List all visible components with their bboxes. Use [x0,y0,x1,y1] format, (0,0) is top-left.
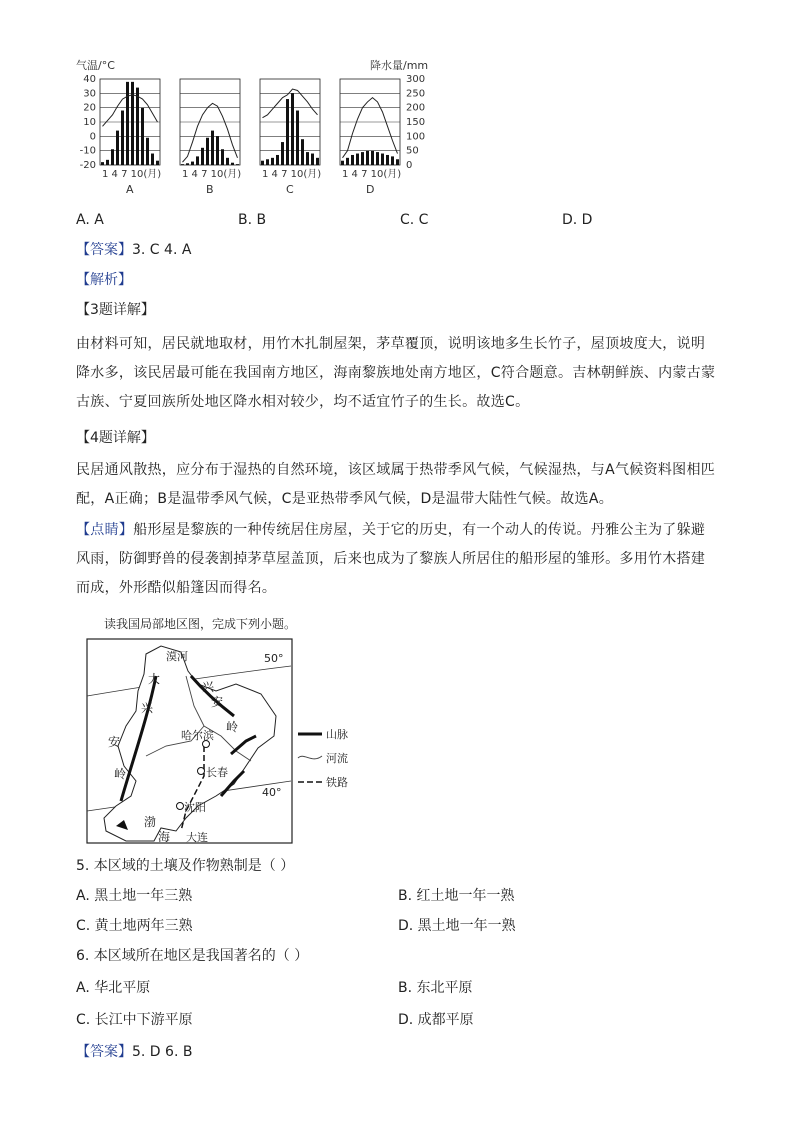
temp-tick-label: 10 [83,117,96,128]
precip-bar [286,99,289,165]
option-d: D. D [562,212,593,228]
temp-tick-label: -10 [79,145,96,157]
precip-bar [271,158,274,165]
precip-bar [366,151,369,165]
lat-50-label: 50° [264,652,284,665]
precip-tick-label: 100 [406,131,426,143]
changchun-dot [198,768,205,775]
answer-line-1 [76,236,191,265]
note-text: 船形屋是黎族的一种传统居住房屋，关于它的历史，有一个动人的传说。丹雅公主为了躲避风雨，防御野兽的侵袭割掉茅草屋盖顶，后来也成为了黎族人所居住的船形屋的雏形。多用竹木搭建而成，外形酷似船篷因而得名。 [76,522,706,596]
q4-label: 【4题详解】 [76,430,155,446]
legend-mountain: 山脉 [326,728,348,741]
precip-bar [231,163,234,165]
precip-bar [361,152,364,165]
q5-stem: 5. 本区域的土壤及作物熟制是（ ） [76,858,295,874]
answer2-text: 5. D 6. B [132,1044,193,1060]
legend-railway: 铁路 [326,776,348,789]
svg-text:岭: 岭 [226,720,239,734]
precip-bar [396,159,399,165]
q4-text: 民居通风散热，应分布于湿热的自然环境，该区域属于热带季风气候，气候湿热，与A气候资料图相匹配，A正确；B是温带季风气候，C是亚热带季风气候，D是温带大陆性气候。故选A。 [76,462,716,507]
precip-tick-label: 50 [406,145,419,157]
precip-bar [316,158,319,165]
precip-bar [276,155,279,165]
panel-label: A [126,183,134,196]
precip-bar [221,149,224,165]
precip-bar [381,154,384,165]
map-intro: 读我国局部地区图，完成下列小题。 [104,617,297,631]
precip-bar [101,162,104,165]
precip-bar [371,151,374,165]
shenyang-label: 沈阳 [184,801,206,814]
temp-tick-label: 20 [83,102,96,114]
precip-bar [151,154,154,165]
precip-bar [116,131,119,165]
precip-bar [296,111,299,165]
answer-label: 【答案】 [76,242,132,258]
svg-text:渤: 渤 [144,815,157,829]
precip-bar [196,156,199,165]
svg-text:海: 海 [158,830,171,844]
precip-axis-title: 降水量/mm [370,59,429,72]
legend-river-swatch [298,756,322,759]
precip-bar [121,111,124,165]
precip-bar [341,161,344,165]
q3-label: 【3题详解】 [76,302,155,318]
climate-panel-B [180,79,241,196]
temp-tick-label: 0 [89,131,96,143]
q6-option-c: C. 长江中下游平原 [76,1012,193,1028]
precip-bar [356,154,359,165]
precip-bar [261,161,264,165]
precip-bar [346,158,349,165]
q5-option-d: D. 黑土地一年一熟 [398,918,516,934]
option-b: B. B [238,212,267,228]
precip-tick-label: 200 [406,102,426,114]
q6-option-b: B. 东北平原 [398,980,473,996]
panel-label: D [366,183,375,196]
temp-tick-labels [80,74,96,171]
temp-tick-label: 30 [83,88,96,100]
lat-40-label: 40° [262,786,282,799]
precip-bar [211,131,214,165]
precip-tick-label: 300 [406,74,426,85]
precip-bar [201,148,204,165]
shenyang-dot [177,803,184,810]
precip-bar [376,152,379,165]
climate-panel-C [260,79,321,196]
q3-text: 由材料可知，居民就地取材，用竹木扎制屋架，茅草覆顶，说明该地多生长竹子，屋顶坡度大，说明降水多，该民居最可能在我国南方地区，海南黎族地处南方地区，C符合题意。吉林朝鲜族、内蒙古蒙古族、宁夏回族所处地区降水相对较少，均不适宜竹子的生长。故选C。 [76,336,716,410]
harbin-label: 哈尔滨 [181,729,214,742]
precip-bar [186,163,189,165]
month-axis-label: 1 4 7 10(月) [182,169,242,180]
q5-option-c: C. 黄土地两年三熟 [76,918,193,934]
svg-text:岭: 岭 [114,767,127,781]
dalian-label: 大连 [186,831,208,844]
precip-bar [266,159,269,165]
climate-panel-D [340,79,401,196]
precip-bar [301,139,304,165]
precip-bar [216,136,219,165]
q5-option-b: B. 红土地一年一熟 [398,888,515,904]
precip-bar [311,154,314,165]
precip-tick-labels [406,74,425,171]
precip-bar [181,164,184,165]
precip-bar [206,138,209,165]
temp-tick-label: -20 [79,160,96,171]
climate-charts [70,55,440,200]
changchun-label: 长春 [206,766,228,779]
precip-bar [146,138,149,165]
precip-bar [106,160,109,165]
answer-line-2 [76,1038,192,1067]
precip-bar [141,108,144,165]
precip-bar [191,162,194,165]
q6-stem: 6. 本区域所在地区是我国著名的（ ） [76,948,309,964]
svg-text:大: 大 [148,672,161,686]
precip-bar [136,88,139,165]
precip-bar [226,158,229,165]
svg-text:安: 安 [211,695,224,709]
precip-bar [281,142,284,165]
precip-bar [386,155,389,165]
analysis-label: 【解析】 [76,272,132,288]
option-c: C. C [400,212,429,228]
panel-label: C [286,183,294,196]
month-axis-label: 1 4 7 10(月) [342,169,402,180]
precip-bar [351,155,354,165]
svg-text:兴: 兴 [141,701,154,715]
precip-bar [111,149,114,165]
precip-bar [156,161,159,165]
precip-bar [236,164,239,165]
precip-bar [126,82,129,165]
q5-option-a: A. 黑土地一年三熟 [76,888,193,904]
svg-text:安: 安 [108,735,121,749]
precip-tick-label: 150 [406,117,426,128]
note-label: 【点睛】 [76,522,134,538]
precip-bar [291,93,294,165]
answer-text: 3. C 4. A [132,242,192,258]
legend-river: 河流 [326,752,348,765]
climate-panels [100,79,401,196]
answer2-label: 【答案】 [76,1044,132,1060]
northeast-map [86,636,386,846]
precip-tick-label: 250 [406,88,426,100]
temp-axis-title: 气温/°C [76,59,115,72]
precip-bar [306,152,309,165]
option-a: A. A [76,212,104,228]
note-paragraph [76,516,716,603]
q6-option-a: A. 华北平原 [76,980,151,996]
svg-text:兴: 兴 [202,680,215,694]
q6-option-d: D. 成都平原 [398,1012,474,1028]
mohe-label: 漠河 [166,650,188,663]
month-axis-label: 1 4 7 10(月) [102,169,162,180]
climate-panel-A [100,79,161,196]
precip-bar [391,156,394,165]
precip-tick-label: 0 [406,160,413,171]
panel-label: B [206,183,214,196]
temp-tick-label: 40 [83,74,96,85]
month-axis-label: 1 4 7 10(月) [262,169,322,180]
